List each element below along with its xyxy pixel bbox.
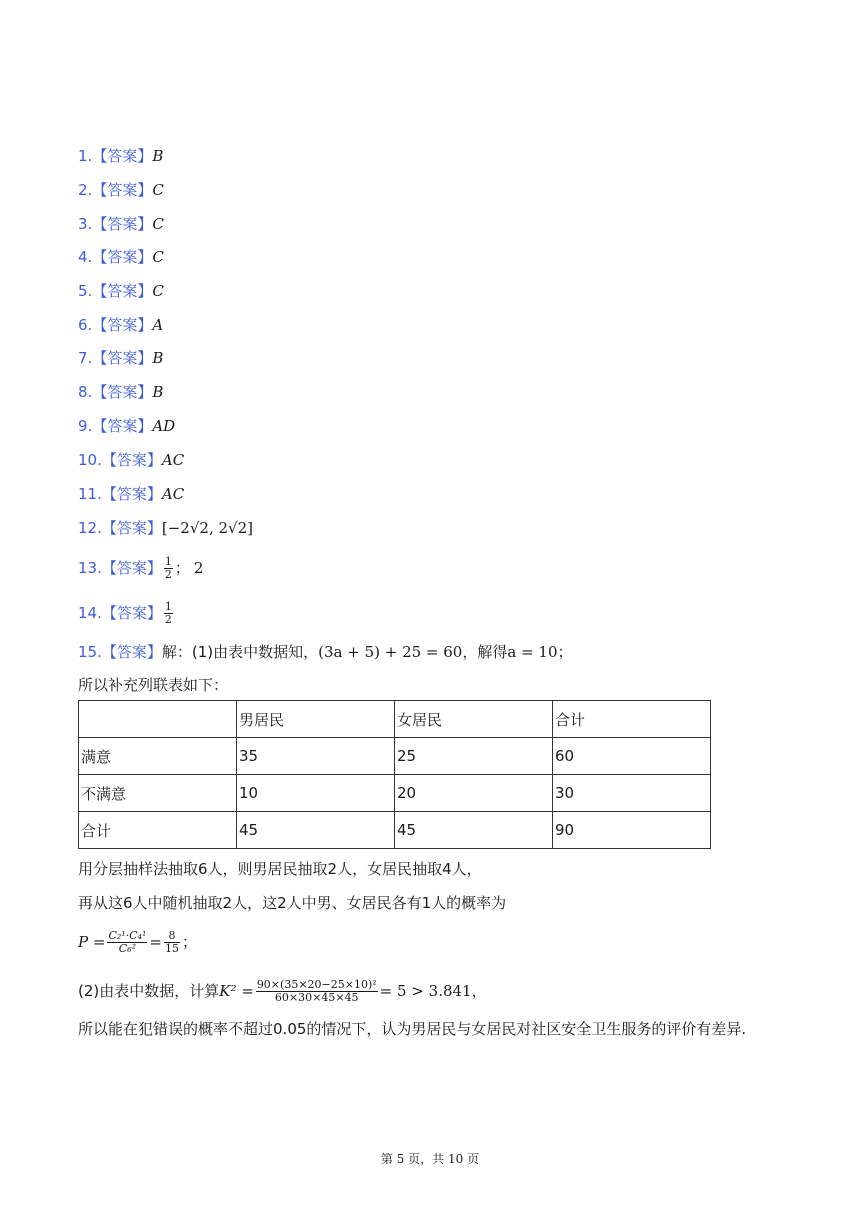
fraction-denominator: C₆²: [118, 942, 137, 955]
page-footer: 第 5 页，共 10 页: [380, 1152, 480, 1166]
equation: K² =: [219, 982, 254, 1000]
table-cell: 不满意: [79, 775, 237, 812]
answer-number: 4.: [78, 248, 93, 266]
solution-text: ；: [557, 643, 573, 661]
answer-value: [−2√2, 2√2]: [161, 519, 253, 537]
answer-fraction: [164, 556, 173, 581]
answer-tag: 【答案】: [92, 215, 153, 233]
answer-14: [78, 601, 175, 626]
answer-number: 2.: [78, 181, 93, 199]
fraction-denominator: 2: [164, 568, 172, 581]
answer-value: C: [152, 248, 164, 266]
table-header-row: [79, 701, 711, 738]
equation: = 5 > 3.841: [379, 982, 472, 1000]
answer-3: [78, 214, 164, 234]
table-cell: 60: [553, 738, 711, 775]
answer-number: 8.: [78, 383, 93, 401]
answer-tag: 【答案】: [92, 181, 153, 199]
fraction-denominator: 2: [164, 613, 172, 626]
answer-tag: 【答案】: [101, 559, 162, 577]
answer-value: B: [152, 147, 164, 165]
solution-text: ；: [181, 933, 197, 951]
fraction-numerator: 8: [164, 930, 180, 943]
table-cell: 45: [395, 812, 553, 849]
fraction-numerator: 1: [164, 600, 172, 613]
answer-tag: 【答案】: [101, 643, 162, 661]
answer-value: C: [152, 215, 164, 233]
answer-tag: 【答案】: [92, 383, 153, 401]
answer-number: 5.: [78, 282, 93, 300]
answer-number: 11.: [78, 485, 102, 503]
result-fraction: [164, 930, 180, 955]
answer-number: 13.: [78, 559, 102, 577]
answer-tag: 【答案】: [101, 519, 162, 537]
answer-2: [78, 180, 164, 200]
fraction-denominator: 15: [164, 942, 179, 955]
answer-10: [78, 450, 184, 470]
formula-fraction: [107, 930, 147, 955]
table-cell: 25: [395, 738, 553, 775]
answer-12: [78, 518, 253, 538]
table-cell: 45: [237, 812, 395, 849]
table-row: [79, 738, 711, 775]
table-cell: 30: [553, 775, 711, 812]
answer-6: [78, 315, 163, 335]
equation: a = 10: [507, 643, 558, 661]
equation: =: [149, 933, 162, 951]
answer-value: C: [152, 181, 164, 199]
table-cell: [79, 701, 237, 738]
fraction-numerator: C₂¹·C₄¹: [108, 929, 147, 942]
answer-number: 1.: [78, 147, 93, 165]
equation: (3a + 5) + 25 = 60: [318, 643, 463, 661]
answer-tag: 【答案】: [101, 451, 162, 469]
answer-value: B: [152, 383, 164, 401]
contingency-table: [78, 700, 711, 849]
solution-text: 解：(1)由表中数据知，: [161, 643, 319, 661]
solution-line: 所以能在犯错误的概率不超过0.05的情况下，认为男居民与女居民对社区安全卫生服务的评价有差异.: [78, 1020, 747, 1038]
table-row: [79, 812, 711, 849]
solution-line: 再从这6人中随机抽取2人，这2人中男、女居民各有1人的概率为: [78, 894, 507, 912]
table-cell: 90: [553, 812, 711, 849]
answer-value: AD: [152, 417, 176, 435]
answer-number: 15.: [78, 643, 102, 661]
answer-7: [78, 348, 163, 368]
table-cell: 10: [237, 775, 395, 812]
answer-value: B: [152, 349, 164, 367]
answer-separator: ；: [174, 559, 190, 577]
table-cell: 35: [237, 738, 395, 775]
answer-number: 7.: [78, 349, 93, 367]
table-cell: 合计: [553, 701, 711, 738]
answer-9: [78, 416, 175, 436]
answer-tag: 【答案】: [92, 147, 153, 165]
answer-number: 3.: [78, 215, 93, 233]
table-cell: 合计: [79, 812, 237, 849]
answer-number: 9.: [78, 417, 93, 435]
answer-number: 10.: [78, 451, 102, 469]
chi-square-formula: [78, 979, 487, 1004]
answer-value: AC: [161, 451, 185, 469]
answer-tag: 【答案】: [92, 248, 153, 266]
fraction-denominator: 60×30×45×45: [274, 991, 359, 1004]
table-row: [79, 775, 711, 812]
answer-15: [78, 642, 573, 662]
answer-tag: 【答案】: [101, 485, 162, 503]
solution-text: ，: [471, 982, 487, 1000]
solution-line: 所以补充列联表如下：: [78, 676, 229, 694]
equation: P =: [78, 933, 106, 951]
answer-tag: 【答案】: [101, 604, 162, 622]
answer-4: [78, 247, 164, 267]
answer-number: 14.: [78, 604, 102, 622]
answer-value: A: [152, 316, 164, 334]
answer-tag: 【答案】: [92, 282, 153, 300]
solution-text: ，解得: [462, 643, 508, 661]
answer-value: AC: [161, 485, 185, 503]
solution-line: 用分层抽样法抽取6人，则男居民抽取2人，女居民抽取4人，: [78, 860, 482, 878]
answer-tag: 【答案】: [92, 349, 153, 367]
table-cell: 满意: [79, 738, 237, 775]
answer-11: [78, 484, 184, 504]
answer-5: [78, 281, 164, 301]
fraction-numerator: 90×(35×20−25×10)²: [256, 978, 377, 991]
answer-number: 12.: [78, 519, 102, 537]
formula-fraction: [256, 979, 378, 1004]
answer-number: 6.: [78, 316, 93, 334]
table-cell: 女居民: [395, 701, 553, 738]
answer-tag: 【答案】: [92, 316, 153, 334]
answer-value: C: [152, 282, 164, 300]
table-cell: 男居民: [237, 701, 395, 738]
answer-value: 2: [193, 559, 204, 577]
answer-fraction: [164, 601, 173, 626]
solution-text: (2)由表中数据，计算: [78, 982, 220, 1000]
answer-8: [78, 382, 163, 402]
answer-13: [78, 556, 203, 581]
answer-1: [78, 146, 163, 166]
probability-formula: [78, 930, 197, 955]
table-cell: 20: [395, 775, 553, 812]
fraction-numerator: 1: [164, 555, 172, 568]
answer-tag: 【答案】: [92, 417, 153, 435]
